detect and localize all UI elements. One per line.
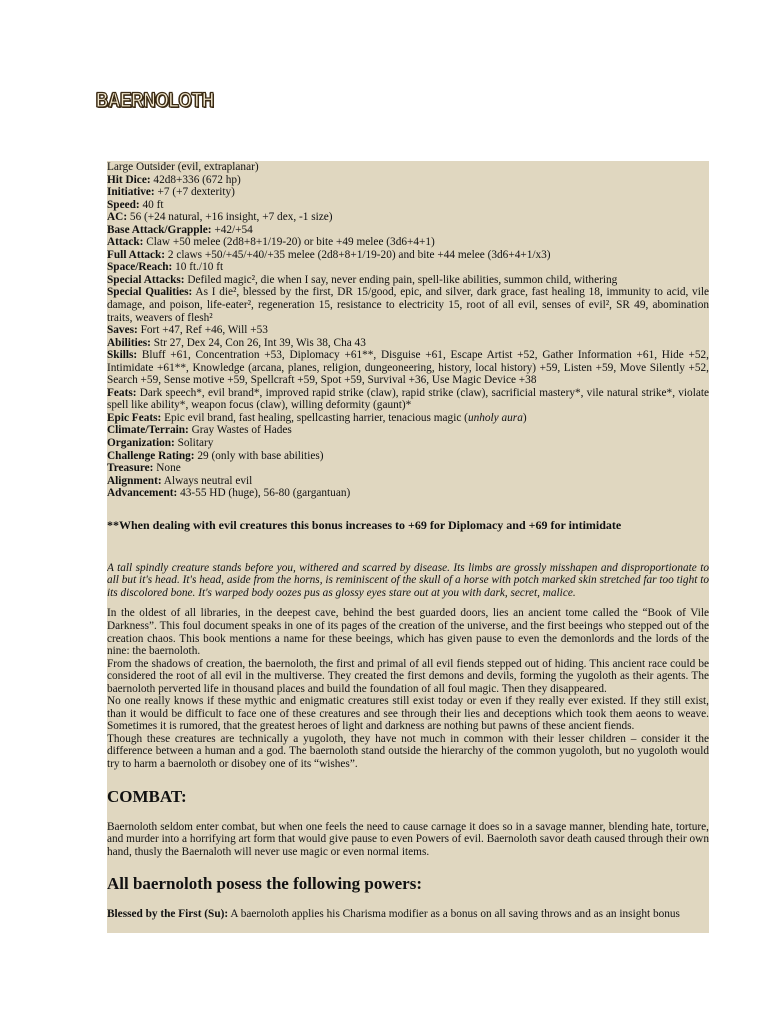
lore-paragraph: No one really knows if these mythic and enigmatic creatures still exist today or even if they really ever existed. If they still exist, than it would be difficult to face one of these creatures and see through their lies and deceptions which took them aeons to weave. Sometimes it is rumored, that the greatest heroes of light and darkness are nothing but pawns of these ancient fiends.: [107, 695, 709, 733]
stat-ac: AC: 56 (+24 natural, +16 insight, +7 dex, -1 size): [107, 211, 333, 224]
stat-feats: Feats: Dark speech*, evil brand*, improved rapid strike (claw), rapid strike (claw), sacrificial mastery*, vile natural strike*, violate spell like ability*, weapon focus (claw), willing deformity (gaunt)*: [107, 386, 709, 412]
stat-space-reach: Space/Reach: 10 ft./10 ft: [107, 261, 224, 274]
stat-abilities: Abilities: Str 27, Dex 24, Con 26, Int 39, Wis 38, Cha 43: [107, 336, 366, 349]
diplomacy-note: **When dealing with evil creatures this bonus increases to +69 for Diplomacy and +69 for intimidate: [107, 517, 622, 532]
lore-paragraph: In the oldest of all libraries, in the deepest cave, behind the best guarded doors, lies an ancient tome called the “Book of Vile Darkness”. This foul document speaks in one of its pages of the creation of the universe, and the first beeings who stepped out of the creation chaos. This book mentions a name for these beeings, which has given pause to even the demonlords and the lords of the nine: the baernoloth.: [107, 607, 709, 658]
stat-advancement: Advancement: 43-55 HD (huge), 56-80 (gargantuan): [107, 487, 351, 500]
lore-paragraph: From the shadows of creation, the baernoloth, the first and primal of all evil fiends stepped out of hiding. This ancient race could be considered the root of all evil in the multiverse. They created the first demons and devils, forming the yugoloth as their agents. The baernoloth perverted life in thousand places and build the foundation of all foul magic. Then they disappeared.: [107, 657, 709, 695]
stat-skills: Skills: Bluff +61, Concentration +53, Diplomacy +61**, Disguise +61, Escape Artist +52, Gather Information +61, Hide +52, Intimidate +61**, Knowledge (arcana, planes, religion, dungeoneering, history, local history) +59, Listen +59, Move Silently +52, Search +59, Sense motive +59, Spellcraft +59, Spot +59, Survival +36, Use Magic Device +38: [107, 349, 709, 387]
stat-full-attack: Full Attack: 2 claws +50/+45/+40/+35 melee (2d8+8+1/19-20) and bite +44 melee (3d6+4+1/x3): [107, 248, 551, 261]
stat-saves: Saves: Fort +47, Ref +46, Will +53: [107, 324, 268, 337]
stat-attack: Attack: Claw +50 melee (2d8+8+1/19-20) or bite +49 melee (3d6+4+1): [107, 236, 435, 249]
stat-block-panel: [107, 161, 709, 933]
combat-heading: COMBAT:: [107, 786, 187, 806]
powers-heading: All baernoloth posess the following powers:: [107, 874, 422, 894]
lore-paragraph: Though these creatures are technically a yugoloth, they have not much in common with their lesser children – consider it the difference between a human and a god. The baernoloth stand outside the hierarchy of the common yugoloth, but no yugoloth would try to harm a baernoloth or disobey one of its “wishes”.: [107, 732, 709, 770]
power-blessed-by-first: Blessed by the First (Su): A baernoloth applies his Charisma modifier as a bonus on all saving throws and as an insight bonus: [107, 908, 680, 921]
stat-hit-dice: Hit Dice: 42d8+336 (672 hp): [107, 173, 241, 186]
stat-base-attack: Base Attack/Grapple: +42/+54: [107, 223, 253, 236]
flavor-text: A tall spindly creature stands before you, withered and scarred by disease. Its limbs are grossly misshapen and disproportionate to all but it's head. It's head, aside from the horns, is reminiscent of the skull of a horse with potch marked skin stretched far too tight to its discolored bone. It's warped body oozes pus as glossy eyes stare out at you with dark, secret, malice.: [107, 561, 709, 599]
combat-text: Baernoloth seldom enter combat, but when one feels the need to cause carnage it does so in a savage manner, blending hate, torture, and murder into a horrifying art form that would give pause to even Powers of evil. Baernoloth savor death caused through their own hand, thusly the Baernaloth will never use magic or even normal items.: [107, 820, 709, 858]
stat-alignment: Alignment: Always neutral evil: [107, 474, 253, 487]
stat-epic-feats: Epic Feats: Epic evil brand, fast healing, spellcasting harrier, tenacious magic (unholy aura): [107, 411, 527, 424]
stat-challenge-rating: Challenge Rating: 29 (only with base abilities): [107, 449, 324, 462]
creature-type: Large Outsider (evil, extraplanar): [107, 161, 259, 173]
stat-initiative: Initiative: +7 (+7 dexterity): [107, 186, 235, 199]
stat-treasure: Treasure: None: [107, 462, 181, 475]
stat-organization: Organization: Solitary: [107, 437, 214, 450]
stat-climate: Climate/Terrain: Gray Wastes of Hades: [107, 424, 292, 437]
stat-block: [107, 161, 709, 500]
stat-special-qualities: Special Qualities: As I die², blessed by the first, DR 15/good, epic, and silver, dark grace, fast healing 18, immunity to acid, vile damage, and poison, life-eater², regeneration 15, resistance to electricity 15, root of all evil, senses of evil², SR 49, abomination traits, weavers of flesh²: [107, 286, 709, 324]
baernoloth-logo: BAERNOLOTH: [96, 88, 214, 112]
lore-section: [107, 607, 709, 770]
stat-speed: Speed: 40 ft: [107, 198, 164, 211]
stat-special-attacks: Special Attacks: Defiled magic², die when I say, never ending pain, spell-like abilities, summon child, withering: [107, 273, 618, 286]
